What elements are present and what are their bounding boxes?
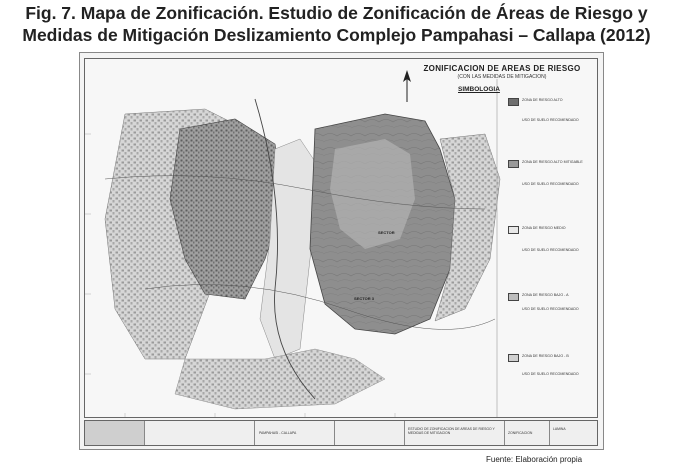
caption-line-2: Medidas de Mitigación Deslizamiento Complejo Pampahasi – Callapa (2012) xyxy=(22,25,651,45)
sector-label-1: SECTOR xyxy=(378,230,395,235)
logo-cell xyxy=(85,421,145,445)
north-arrow-icon xyxy=(402,70,412,102)
legend-swatch xyxy=(508,293,519,301)
legend-item-use: USO DE SUELO RECOMENDADO xyxy=(522,307,579,311)
source-note: Fuente: Elaboración propia xyxy=(486,455,583,464)
legend-swatch xyxy=(508,354,519,362)
legend-item-label: ZONA DE RIESGO BAJO - A xyxy=(522,293,569,297)
study-title-cell xyxy=(405,421,505,445)
map-title: ZONIFICACION DE AREAS DE RIESGO xyxy=(423,64,581,73)
caption-line-1: Fig. 7. Mapa de Zonificación. Estudio de Zonificación de Áreas de Riesgo y xyxy=(25,3,648,23)
legend-item-use: USO DE SUELO RECOMENDADO xyxy=(522,248,579,252)
sector-label-2: SECTOR 3 xyxy=(354,296,374,301)
legend-item-label: ZONA DE RIESGO ALTO MITIGABLE xyxy=(522,160,583,164)
map-subtitle: (CON LAS MEDIDAS DE MITIGACION) xyxy=(457,74,547,80)
figure-caption xyxy=(0,2,673,46)
legend-heading: SIMBOLOGIA xyxy=(458,86,500,93)
sheet-cell xyxy=(550,421,597,445)
urban-area-south xyxy=(175,349,385,409)
tb-cell-text: LAMINA xyxy=(553,427,566,431)
map-frame xyxy=(84,58,598,418)
location-cell xyxy=(255,421,335,445)
legend-item-label: ZONA DE RIESGO BAJO - B xyxy=(522,354,569,358)
map-title-block xyxy=(84,420,598,446)
legend-swatch xyxy=(508,98,519,106)
content-cell xyxy=(505,421,550,445)
legend-item-label: ZONA DE RIESGO ALTO xyxy=(522,98,563,102)
legend-swatch xyxy=(508,226,519,234)
zoning-map xyxy=(85,59,598,418)
tb-cell-text: ZONIFICACION xyxy=(508,431,533,435)
legend-swatch xyxy=(508,160,519,168)
legend-item-use: USO DE SUELO RECOMENDADO xyxy=(522,182,579,186)
legend-item-use: USO DE SUELO RECOMENDADO xyxy=(522,372,579,376)
tb-cell-text: ESTUDIO DE ZONIFICACION DE AREAS DE RIESGO Y MEDIDAS DE MITIGACION xyxy=(408,427,495,435)
legend-item-use: USO DE SUELO RECOMENDADO xyxy=(522,118,579,122)
institution-cell xyxy=(145,421,255,445)
scale-cell xyxy=(335,421,405,445)
tb-cell-text: PAMPAHASI - CALLAPA xyxy=(259,431,297,435)
legend-item-label: ZONA DE RIESGO MEDIO xyxy=(522,226,566,230)
